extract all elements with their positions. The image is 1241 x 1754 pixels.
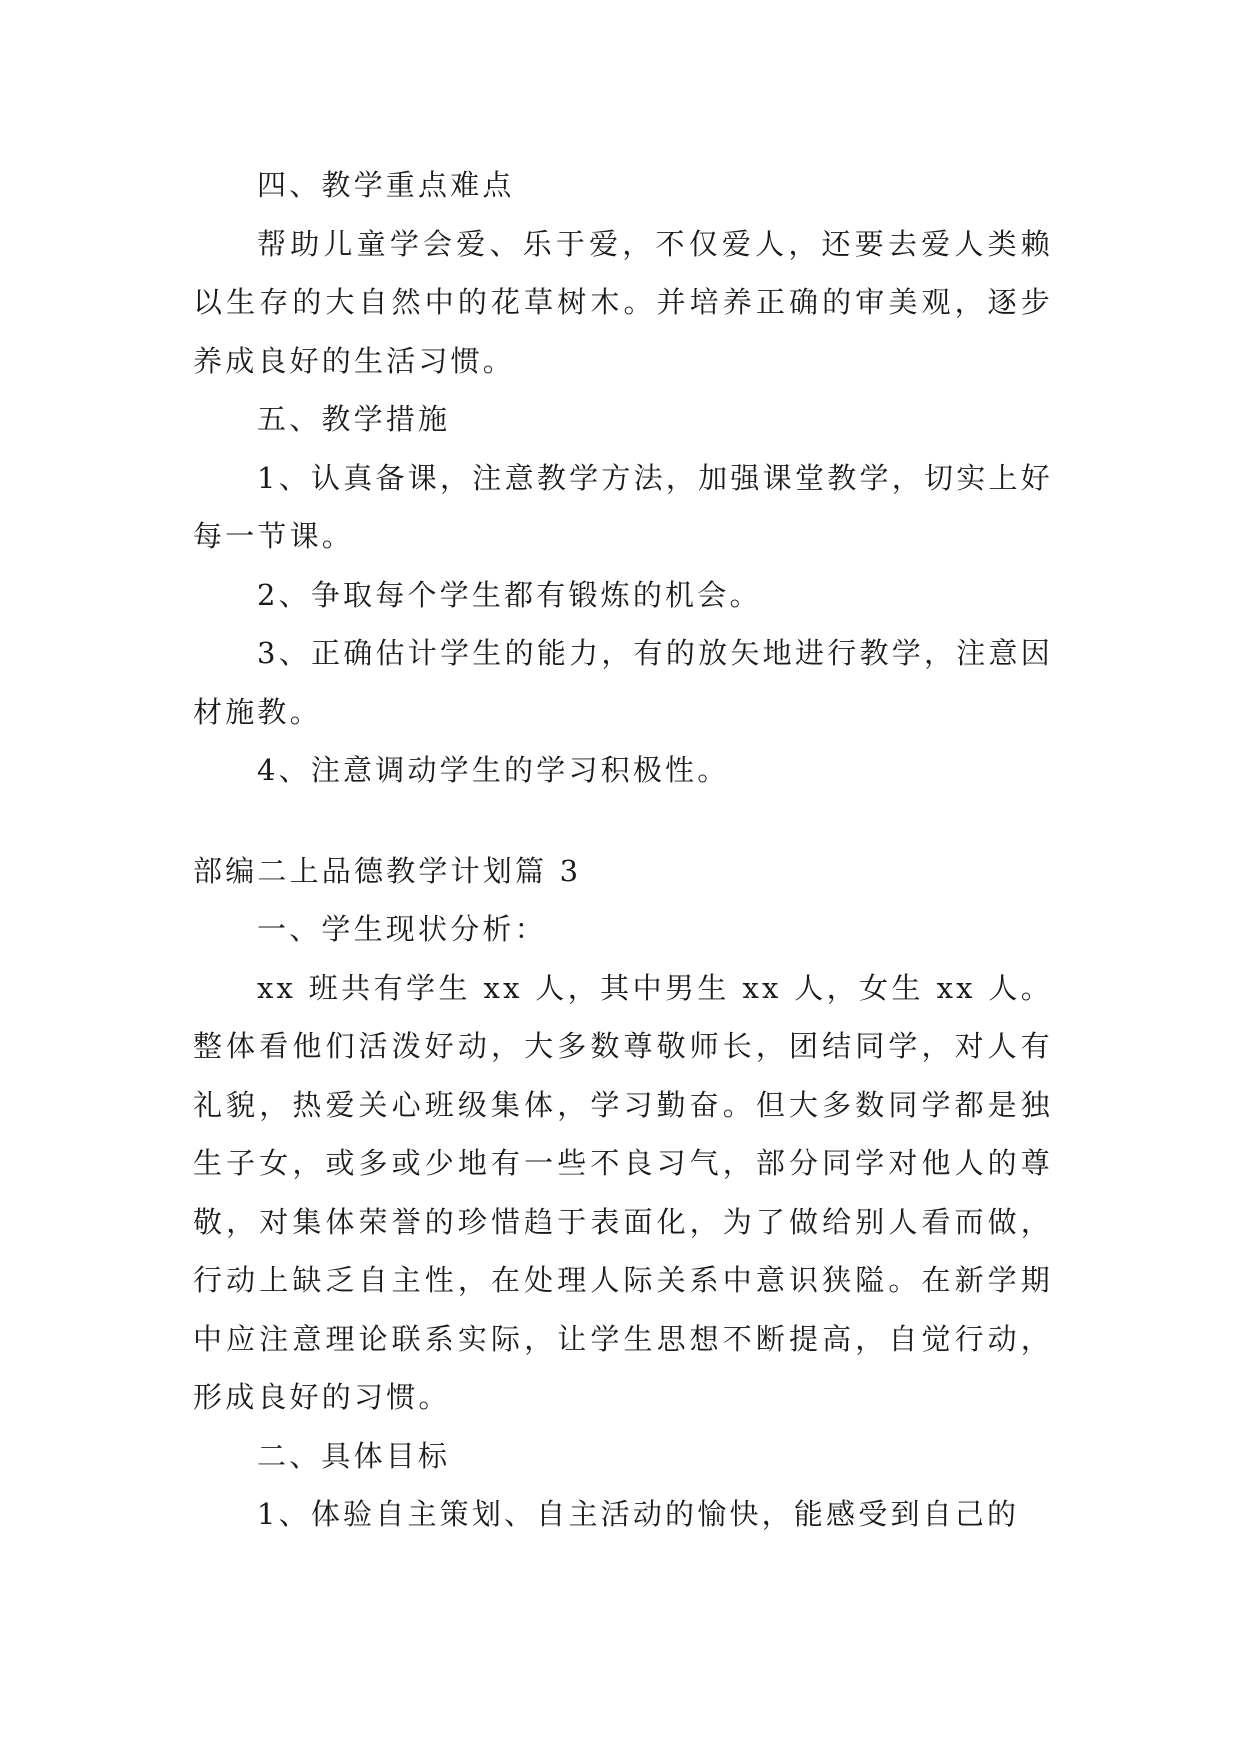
section-title: 部编二上品德教学计划篇 3 <box>193 853 582 888</box>
heading-teaching-measures: 五、教学措施 <box>257 402 451 436</box>
measure-item-4: 4、注意调动学生的学习积极性。 <box>257 753 730 787</box>
paragraph-student-analysis: xx 班共有学生 xx 人，其中男生 xx 人，女生 xx 人。整体看他们活泼好动，大多数尊敬师长，团结同学，对人有礼貌，热爱关心班级集体，学习勤奋。但大多数同学都是独生子女，或多或少地有一些不良习气，部分同学对他人的尊敬，对集体荣誉的珍惜趋于表面化，为了做给别人看而做，行动上缺乏自主性，在处理人际关系中意识狭隘。在新学期中应注意理论联系实际，让学生思想不断提高，自觉行动，形成良好的习惯。 <box>193 970 1053 1414</box>
measure-item-3: 3、正确估计学生的能力，有的放矢地进行教学，注意因材施教。 <box>193 636 1053 729</box>
section-gap <box>193 800 1053 842</box>
measure-item-1: 1、认真备课，注意教学方法，加强课堂教学，切实上好每一节课。 <box>193 460 1053 553</box>
heading-student-analysis: 一、学生现状分析： <box>257 912 547 946</box>
goal-item-1: 1、体验自主策划、自主活动的愉快，能感受到自己的 <box>257 1497 1020 1531</box>
measure-item-2: 2、争取每个学生都有锻炼的机会。 <box>257 577 762 612</box>
paragraph-focus-content: 帮助儿童学会爱、乐于爱，不仅爱人，还要去爱人类赖以生存的大自然中的花草树木。并培养正确的审美观，逐步养成良好的生活习惯。 <box>193 226 1053 378</box>
document-body <box>193 156 1053 1544</box>
heading-teaching-focus: 四、教学重点难点 <box>257 168 515 202</box>
heading-specific-goals: 二、具体目标 <box>257 1438 451 1473</box>
